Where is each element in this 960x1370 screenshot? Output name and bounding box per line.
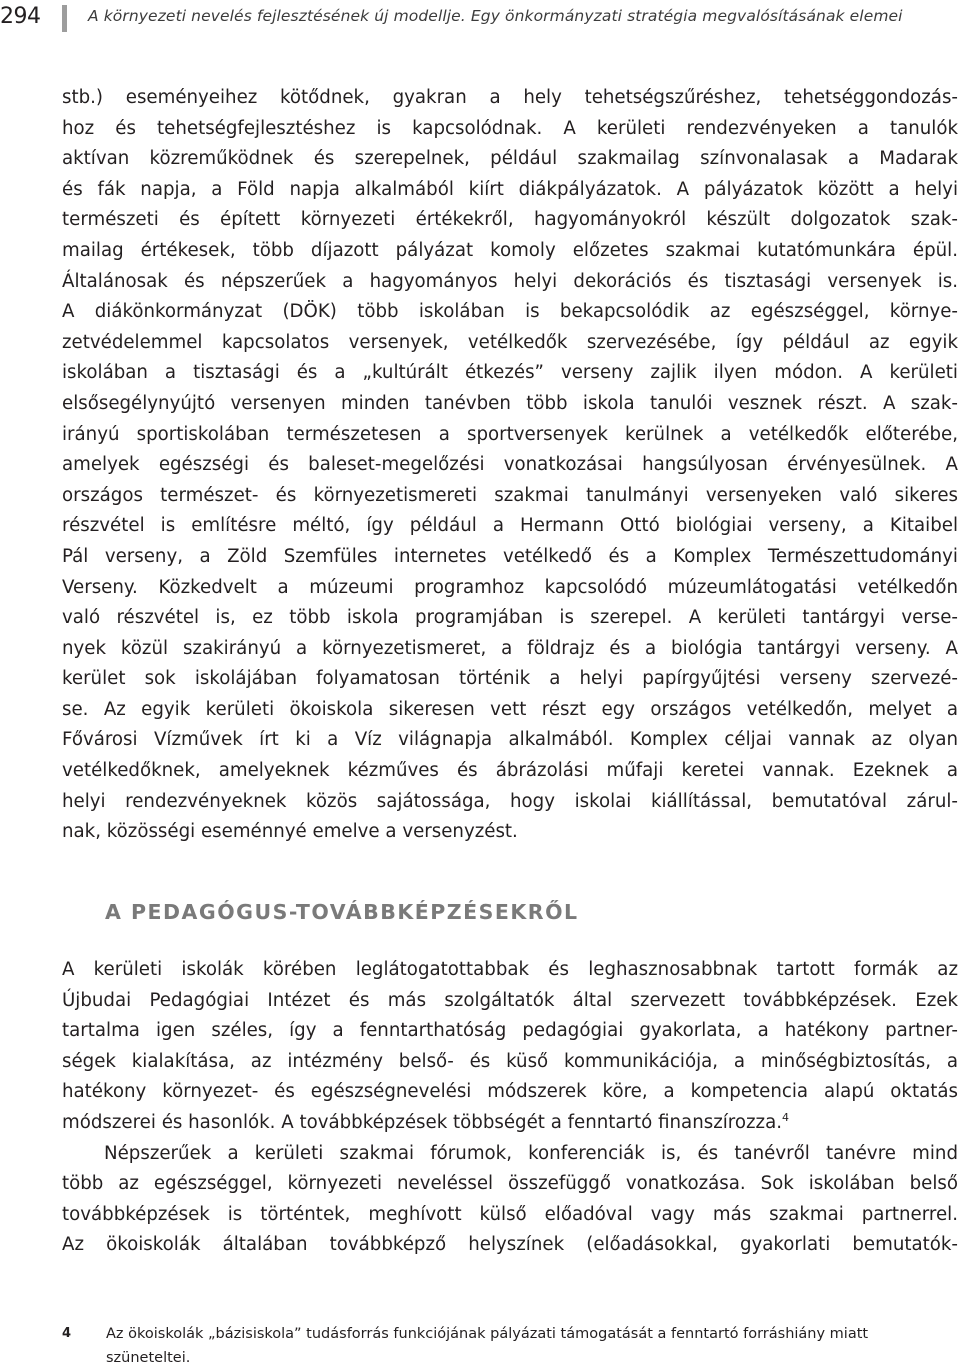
text-line: Fővárosi Vízművek írt ki a Víz világnapja alkalmából. Komplex céljai vannak az olyan: [62, 729, 958, 751]
text-line: való részvétel is, ez több iskola programjában is szerepel. A kerületi tantárgyi verse-: [62, 607, 958, 629]
header-divider: [62, 5, 67, 32]
text-line: Verseny. Közkedvelt a múzeumi programhoz kapcsolódó múzeumlátogatási vetélkedőn: [62, 576, 958, 598]
text-line: Az ökoiskolák általában továbbképző helyszínek (előadásokkal, gyakorlati bemutatók-: [62, 1234, 958, 1256]
text-line: Általánosak és népszerűek a hagyományos helyi dekorációs és tisztasági versenyek is.: [62, 270, 958, 292]
text-line: Népszerűek a kerületi szakmai fórumok, konferenciák is, és tanévről tanévre mind: [104, 1142, 958, 1164]
text-line: részvétel is említésre méltó, így például a Hermann Ottó biológiai verseny, a Kitaibel: [62, 515, 958, 537]
page-number: 294: [0, 4, 41, 29]
footnote: [62, 1322, 958, 1370]
text-line: zetvédelemmel kapcsolatos versenyek, vetélkedők szervezésébe, így például az egyik: [62, 331, 958, 353]
text-line: nak, közösségi eseménnyé emelve a versenyzést.: [62, 821, 518, 843]
text-line: aktívan közreműködnek és szerepelnek, például szakmailag színvonalasak a Madarak: [62, 148, 958, 170]
section-heading: A PEDAGÓGUS-TOVÁBBKÉPZÉSEKRŐL: [105, 900, 579, 924]
text-line: vetélkedőknek, amelyeknek kézműves és ábrázolási műfaji keretei vannak. Ezeknek a: [62, 760, 958, 782]
text-line: több az egészséggel, környezeti neveléssel összefüggő vonatkozása. Sok iskolában belső: [62, 1173, 958, 1195]
text-line: helyi rendezvényeknek közös sajátossága, hogy iskolai kiállítással, bemutatóval zárul-: [62, 790, 958, 812]
text-line: stb.) eseményeihez kötődnek, gyakran a hely tehetségszűréshez, tehetséggondozás-: [62, 87, 958, 108]
text-line: természeti és épített környezeti értékekről, hagyományokról készült dolgozatok szak-: [62, 209, 958, 231]
running-header: [0, 0, 960, 40]
running-title: A környezeti nevelés fejlesztésének új modellje. Egy önkormányzati stratégia megvalósításának elemei: [88, 7, 903, 25]
text-line: A diákönkormányzat (DÖK) több iskolában is bekapcsolódik az egészséggel, környe-: [62, 301, 958, 323]
text-line: kerület sok iskolájában folyamatosan történik a helyi papírgyűjtési verseny szervezé-: [62, 668, 958, 690]
text-line: iskolában a tisztasági és a „kultúrált étkezés” verseny zajlik ilyen módon. A kerületi: [62, 362, 958, 384]
footnote-line: Az ökoiskolák „bázisiskola” tudásforrás funkciójának pályázati támogatását a fenntartó forráshiány miatt: [106, 1326, 869, 1342]
text-line: ségek kialakítása, az intézmény belső- és küső kommunikációja, a minőségbiztosítás, a: [62, 1050, 958, 1072]
text-line: [62, 1108, 958, 1139]
text-line: Újbudai Pedagógiai Intézet és más szolgáltatók által szervezett továbbképzések. Ezek: [62, 989, 958, 1011]
body-paragraph: [62, 83, 958, 848]
footnote-reference[interactable]: 4: [782, 1110, 790, 1124]
text-line: és fák napja, a Föld napja alkalmából kiírt diákpályázatok. A pályázatok között a helyi: [62, 178, 958, 200]
footnote-line: szüneteltei.: [106, 1350, 191, 1366]
text-line: A kerületi iskolák körében leglátogatottabbak és leghasznosabbnak tartott formák az: [62, 959, 958, 980]
text-line: hoz és tehetségfejlesztéshez is kapcsolódnak. A kerületi rendezvényeken a tanulók: [62, 117, 958, 139]
text-line: mailag értékesek, több díjazott pályázat komoly előzetes szakmai kutatómunkára épül.: [62, 239, 958, 261]
text-line: elsősegélynyújtó versenyen minden tanévben több iskola tanulói vesznek részt. A szak-: [62, 392, 958, 414]
text-line: se. Az egyik kerületi ökoiskola sikeresen vett részt egy országos vetélkedőn, melyet a: [62, 698, 958, 720]
text-line: hatékony környezet- és egészségnevelési módszerek köre, a kompetencia alapú oktatás: [62, 1081, 958, 1103]
section-body: [62, 955, 958, 1261]
text-line: továbbképzések is történtek, meghívott külső előadóval vagy más szakmai partnerrel.: [62, 1203, 958, 1225]
text-line: Pál verseny, a Zöld Szemfüles internetes vetélkedő és a Komplex Természettudományi: [62, 545, 958, 567]
text-line: nyek közül szakirányú a környezetismeret, a földrajz és a biológia tantárgyi verseny. A: [62, 637, 958, 659]
text-line: irányú sportiskolában természetesen a sportversenyek kerülnek a vetélkedők előterébe,: [62, 423, 958, 445]
text-line-content: módszerei és hasonlók. A továbbképzések többségét a fenntartó finanszírozza.: [62, 1111, 783, 1133]
text-line: országos természet- és környezetismereti szakmai tanulmányi versenyeken való sikeres: [62, 484, 958, 506]
text-line: tartalma igen széles, így a fenntarthatóság pedagógiai gyakorlata, a hatékony partner-: [62, 1020, 958, 1042]
footnote-number: 4: [62, 1326, 72, 1341]
text-line: amelyek egészségi és baleset-megelőzési vonatkozásai hangsúlyosan érvényesülnek. A: [62, 454, 958, 476]
